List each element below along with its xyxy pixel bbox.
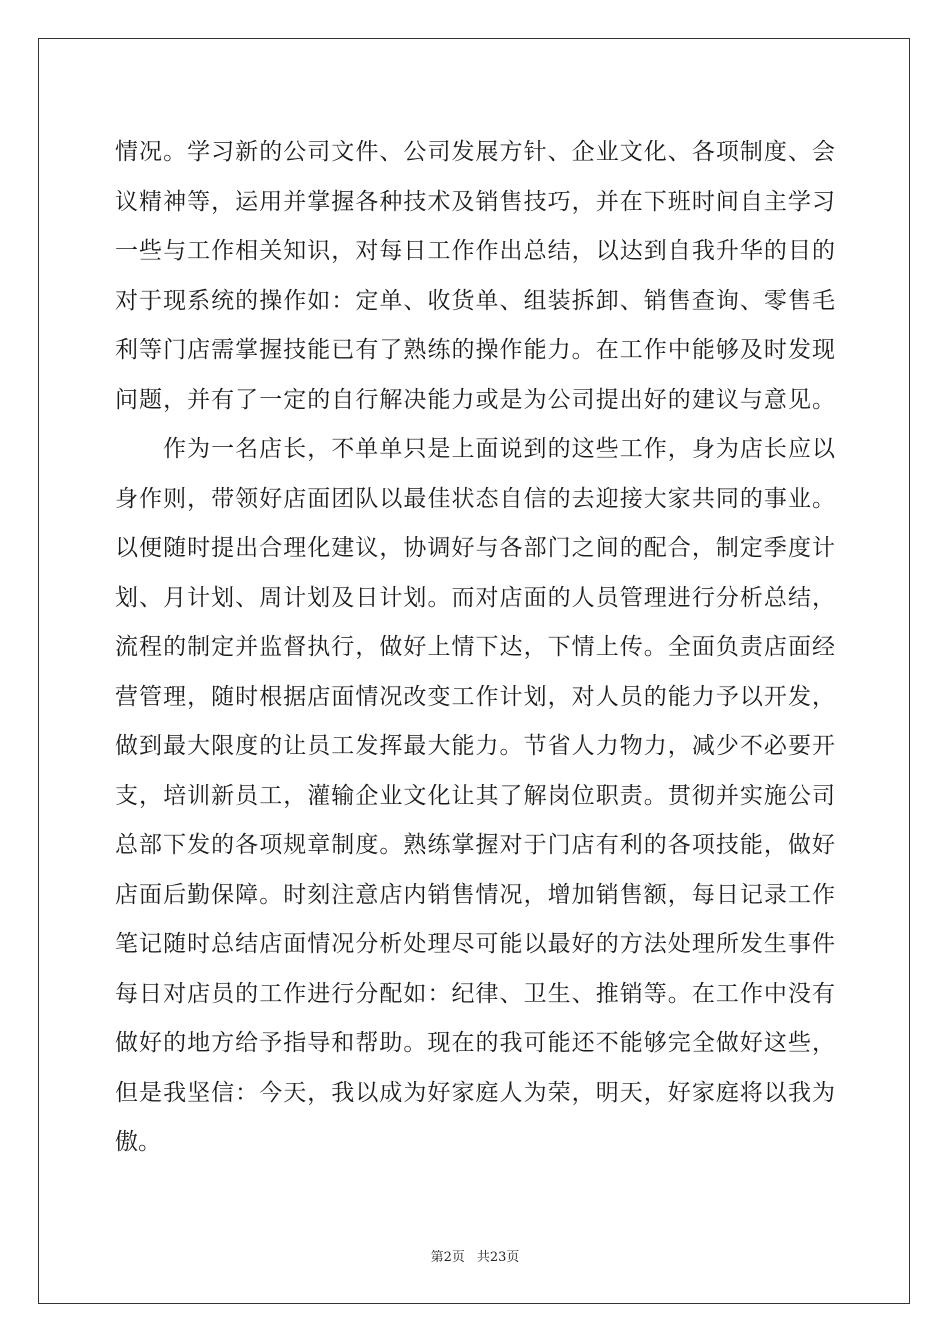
text-line: 总部下发的各项规章制度。熟练掌握对于门店有利的各项技能，做好 [115, 832, 835, 858]
text-line: 作为一名店长，不单单只是上面说到的这些工作，身为店长应以 [163, 436, 835, 462]
text-line: 做好的地方给予指导和帮助。现在的我可能还不能够完全做好这些， [115, 1030, 835, 1056]
text-line: 问题，并有了一定的自行解决能力或是为公司提出好的建议与意见。 [115, 386, 835, 413]
text-line: 营管理，随时根据店面情况改变工作计划，对人员的能力予以开发， [115, 683, 835, 710]
page-number: 第2页 [430, 1250, 465, 1265]
text-line: 一些与工作相关知识，对每日工作作出总结，以达到自我升华的目的 [115, 238, 835, 264]
text-line: 流程的制定并监督执行，做好上情下达，下情上传。全面负责店面经 [115, 634, 835, 660]
page-total: 共23页 [476, 1250, 520, 1265]
text-line: 支，培训新员工，灌输企业文化让其了解岗位职责。贯彻并实施公司 [115, 782, 835, 809]
text-line: 每日对店员的工作进行分配如：纪律、卫生、推销等。在工作中没有 [115, 980, 835, 1007]
text-line: 笔记随时总结店面情况分析处理尽可能以最好的方法处理所发生事件 [115, 931, 835, 957]
text-line: 议精神等，运用并掌握各种技术及销售技巧，并在下班时间自主学习 [115, 188, 835, 215]
text-line: 划、月计划、周计划及日计划。而对店面的人员管理进行分析总结， [115, 584, 835, 611]
text-line: 做到最大限度的让员工发挥最大能力。节省人力物力，减少不必要开 [115, 733, 835, 759]
text-line: 店面后勤保障。时刻注意店内销售情况，增加销售额，每日记录工作 [115, 881, 835, 908]
text-line: 利等门店需掌握技能已有了熟练的操作能力。在工作中能够及时发现 [115, 337, 835, 363]
text-line: 傲。 [115, 1129, 161, 1155]
page-footer [0, 1246, 950, 1265]
text-line: 情况。学习新的公司文件、公司发展方针、企业文化、各项制度、会 [115, 139, 835, 165]
text-line: 以便随时提出合理化建议，协调好与各部门之间的配合，制定季度计 [115, 535, 835, 561]
text-line: 但是我坚信：今天，我以成为好家庭人为荣，明天，好家庭将以我为 [115, 1079, 835, 1106]
text-line: 对于现系统的操作如：定单、收货单、组装拆卸、销售查询、零售毛 [115, 287, 835, 314]
document-body [115, 128, 835, 1168]
text-line: 身作则，带领好店面团队以最佳状态自信的去迎接大家共同的事业。 [115, 485, 835, 512]
